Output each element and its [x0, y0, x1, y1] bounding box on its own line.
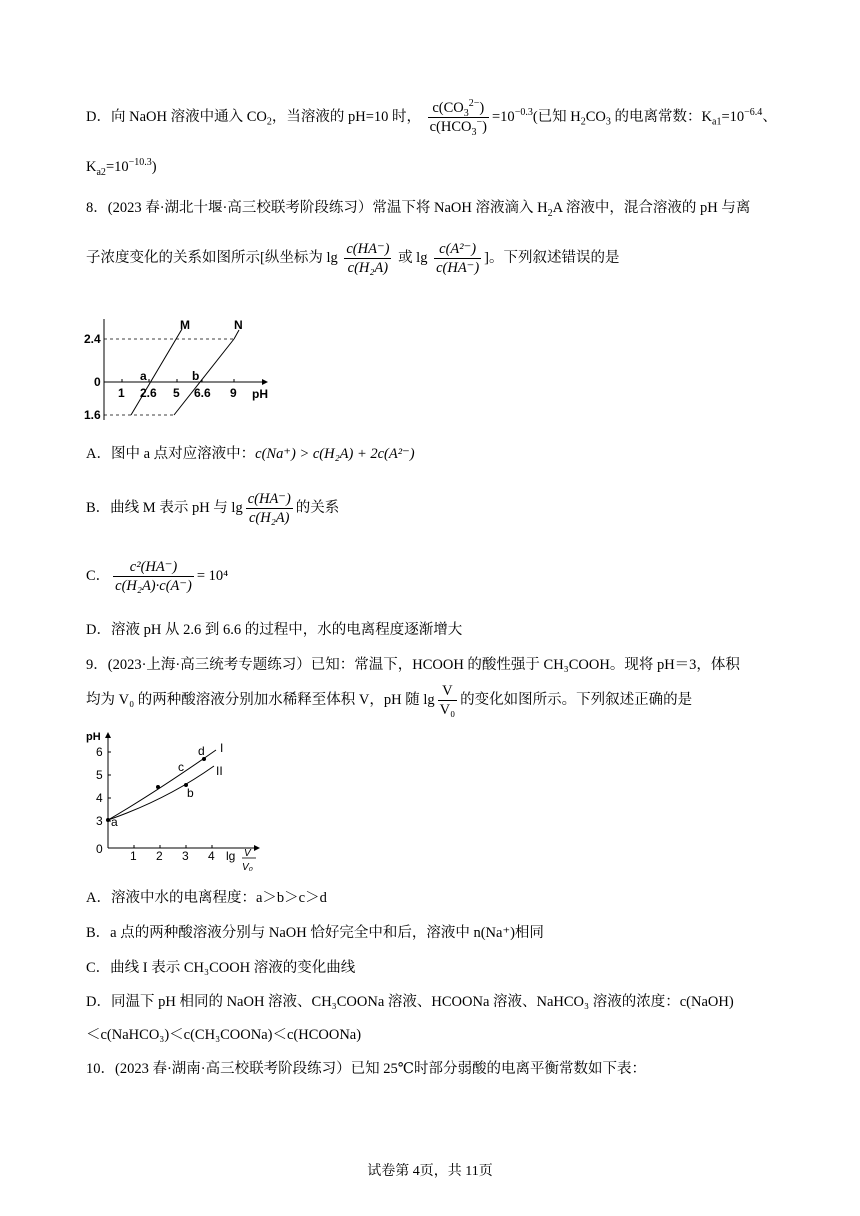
point-b-label: b	[192, 369, 200, 383]
q9-stem-line1: 9．(2023·上海·高三统考专题练习）已知：常温下，HCOOH 的酸性强于 CH₃COOH。现将 pH＝3，体积	[86, 657, 740, 673]
x-tick-6.6: 6.6	[194, 386, 211, 400]
x-tick-2: 2	[156, 849, 163, 863]
carbonate-ratio-fraction: $\frac{c(CO_3^{2-})}{c(HCO_3^-)}$	[429, 98, 487, 138]
curve-n	[174, 339, 234, 415]
x-tick-9: 9	[230, 386, 237, 400]
x-tick-4: 4	[208, 849, 215, 863]
q8-option-c: C． $\frac{\text{c²(HA⁻)}}{\text{c(H₂A)·c(A⁻)}}$ = 10⁴	[86, 559, 229, 595]
x-axis-v: V	[244, 848, 251, 859]
point-a-label: a	[111, 815, 118, 829]
q8-stem-line2: 子浓度变化的关系如图所示[纵坐标为 lg $\frac{c(HA^-)}{\text{c(H₂A)}}$ 或 lg $\frac{\text{c(A²⁻)}}{c(HA^-)}$ ]。下列叙述错误的是	[86, 241, 620, 277]
q7-option-d-line1: D．向 NaOH 溶液中通入 $CO_2$，当溶液的 pH=10 时， $\frac{c(CO_3^{2-})}{c(HCO_3^-)}$ $=10^{-0.3}$(已知 $H_2CO_3$ 的电离常数：$K_{a1}=10^{-6.4}$、	[86, 98, 777, 138]
point-b-label: b	[187, 786, 194, 800]
point-c-label: c	[178, 760, 184, 774]
q8-option-b: B．曲线 M 表示 pH 与 lg $\frac{c(HA^-)}{\text{c(H₂A)}}$ 的关系	[86, 491, 340, 527]
x-tick-1: 1	[130, 849, 137, 863]
q9-option-a: A．溶液中水的电离程度：a＞b＞c＞d	[86, 890, 327, 906]
y-tick-4: 4	[96, 791, 103, 805]
q7-option-d-line2: $K_{a2}=10^{-10.3}$)	[86, 157, 157, 178]
q8-stem-line1: 8．(2023 春·湖北十堰·高三校联考阶段练习）常温下将 NaOH 溶液滴入 $H_2A$ 溶液中，混合溶液的 pH 与离	[86, 200, 751, 219]
curve-ii	[108, 766, 214, 820]
x-tick-0: 0	[96, 842, 103, 856]
q9-option-d-line2: ＜c(NaHCO₃)＜c(CH₃COONa)＜c(HCOONa)	[86, 1027, 362, 1043]
ph-dilution-graph	[86, 730, 276, 880]
q8-option-a: A．图中 a 点对应溶液中：c(Na⁺) > c(H₂A) + 2c(A²⁻)	[86, 446, 415, 462]
x-tick-2.6: 2.6	[140, 386, 157, 400]
point-d-label: d	[198, 744, 205, 758]
page-footer: 试卷第 4页，共 11页	[367, 1164, 493, 1179]
q9-stem-line2: 均为 V₀ 的两种酸溶液分别加水稀释至体积 V，pH 随 lg $\frac{V}{\text{V₀}}$ 的变化如图所示。下列叙述正确的是	[86, 683, 693, 719]
curve-m	[131, 329, 182, 415]
x-tick-1: 1	[118, 386, 125, 400]
q9-option-d-line1: D．同温下 pH 相同的 NaOH 溶液、CH₃COONa 溶液、HCOONa 溶液、NaHCO₃ 溶液的浓度：c(NaOH)	[86, 994, 734, 1010]
y-tick-6: 6	[96, 745, 103, 759]
point-a-label: a	[140, 369, 147, 383]
q9-option-b: B．a 点的两种酸溶液分别与 NaOH 恰好完全中和后，溶液中 n(Na⁺)相同	[86, 925, 544, 941]
y-tick-3: 3	[96, 814, 103, 828]
curve-n-label: N	[234, 318, 243, 332]
x-tick-5: 5	[173, 386, 180, 400]
curve-i	[108, 750, 216, 820]
x-axis-v0: V₀	[242, 862, 253, 873]
ph-ion-ratio-graph	[84, 315, 284, 430]
y-axis-label: pH	[86, 731, 101, 743]
x-axis-label: pH	[252, 387, 268, 401]
y-tick-2.4: 2.4	[84, 332, 101, 346]
y-tick-1.6: 1.6	[84, 408, 101, 422]
y-tick-5: 5	[96, 768, 103, 782]
y-tick-0: 0	[94, 375, 101, 389]
q9-option-c: C．曲线 I 表示 CH₃COOH 溶液的变化曲线	[86, 960, 356, 976]
curve-ii-label: II	[216, 764, 223, 778]
curve-i-label: I	[220, 741, 224, 755]
q10-stem: 10．(2023 春·湖南·高三校联考阶段练习）已知 25℃时部分弱酸的电离平衡常数如下表：	[86, 1061, 646, 1077]
curve-m-label: M	[180, 318, 190, 332]
x-axis-lg: lg	[226, 849, 236, 863]
x-tick-3: 3	[182, 849, 189, 863]
q8-option-d: D．溶液 pH 从 2.6 到 6.6 的过程中，水的电离程度逐渐增大	[86, 622, 463, 638]
